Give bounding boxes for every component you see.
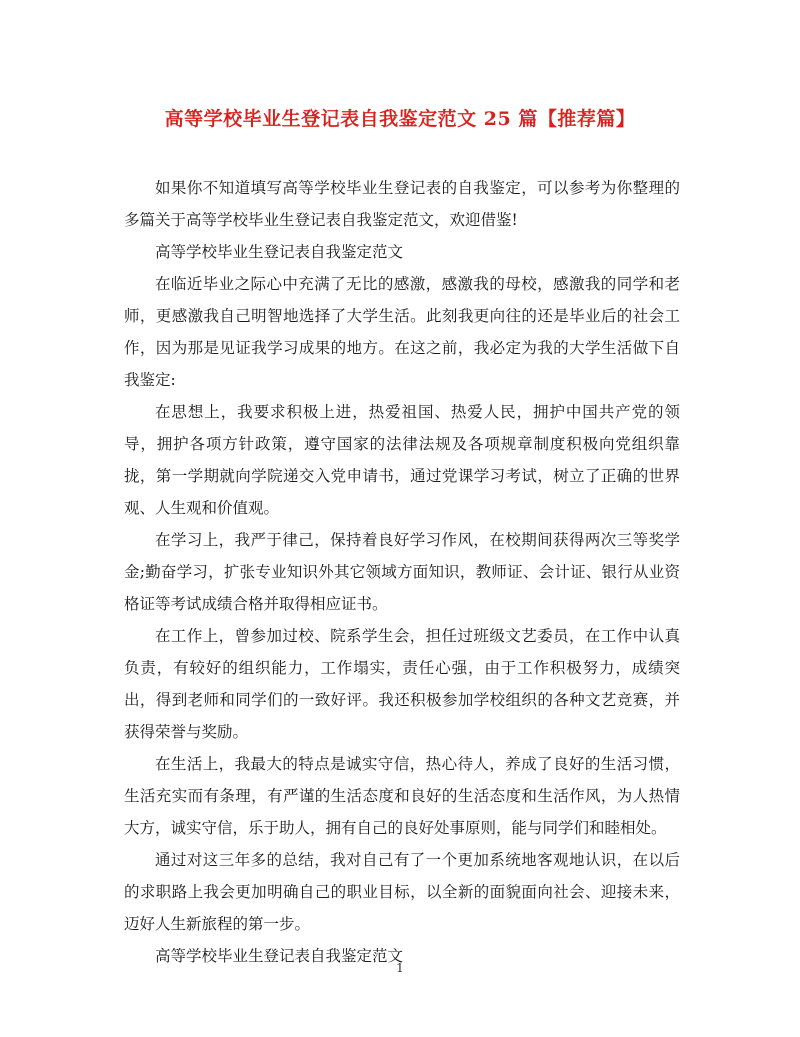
document-title: 高等学校毕业生登记表自我鉴定范文 25 篇【推荐篇】 bbox=[164, 108, 636, 130]
body-paragraph: 在思想上，我要求积极上进，热爱祖国、热爱人民，拥护中国共产党的领导，拥护各项方针政策，遵守国家的法律法规及各项规章制度积极向党组织靠拢，第一学期就向学院递交入党申请书，通过党课学习考试，树立了正确的世界观、人生观和价值观。 bbox=[124, 403, 680, 517]
document-body bbox=[124, 172, 680, 972]
section-heading: 高等学校毕业生登记表自我鉴定范文 bbox=[155, 243, 404, 261]
section-heading: 高等学校毕业生登记表自我鉴定范文 bbox=[155, 947, 404, 965]
body-paragraph: 在工作上，曾参加过校、院系学生会，担任过班级文艺委员，在工作中认真负责，有较好的组织能力，工作塌实，责任心强，由于工作积极努力，成绩突出，得到老师和同学们的一致好评。我还积极参加学校组织的各种文艺竞赛，并获得荣誉与奖励。 bbox=[124, 627, 680, 741]
body-paragraph: 通过对这三年多的总结，我对自己有了一个更加系统地客观地认识，在以后的求职路上我会更加明确自己的职业目标，以全新的面貌面向社会、迎接未来，迈好人生新旅程的第一步。 bbox=[124, 851, 680, 933]
body-paragraph: 在临近毕业之际心中充满了无比的感激，感激我的母校，感激我的同学和老师，更感激我自己明智地选择了大学生活。此刻我更向往的还是毕业后的社会工作，因为那是见证我学习成果的地方。在这之前，我必定为我的大学生活做下自我鉴定: bbox=[124, 275, 680, 389]
intro-paragraph: 如果你不知道填写高等学校毕业生登记表的自我鉴定，可以参考为你整理的多篇关于高等学校毕业生登记表自我鉴定范文，欢迎借鉴! bbox=[124, 179, 680, 229]
page-number: 1 bbox=[396, 961, 404, 975]
body-paragraph: 在生活上，我最大的特点是诚实守信，热心待人，养成了良好的生活习惯，生活充实而有条理，有严谨的生活态度和良好的生活态度和生活作风，为人热情大方，诚实守信，乐于助人，拥有自己的良好处事原则，能与同学们和睦相处。 bbox=[124, 755, 680, 837]
body-paragraph: 在学习上，我严于律己，保持着良好学习作风，在校期间获得两次三等奖学金;勤奋学习，扩张专业知识外其它领域方面知识，教师证、会计证、银行从业资格证等考试成绩合格并取得相应证书。 bbox=[124, 531, 680, 613]
